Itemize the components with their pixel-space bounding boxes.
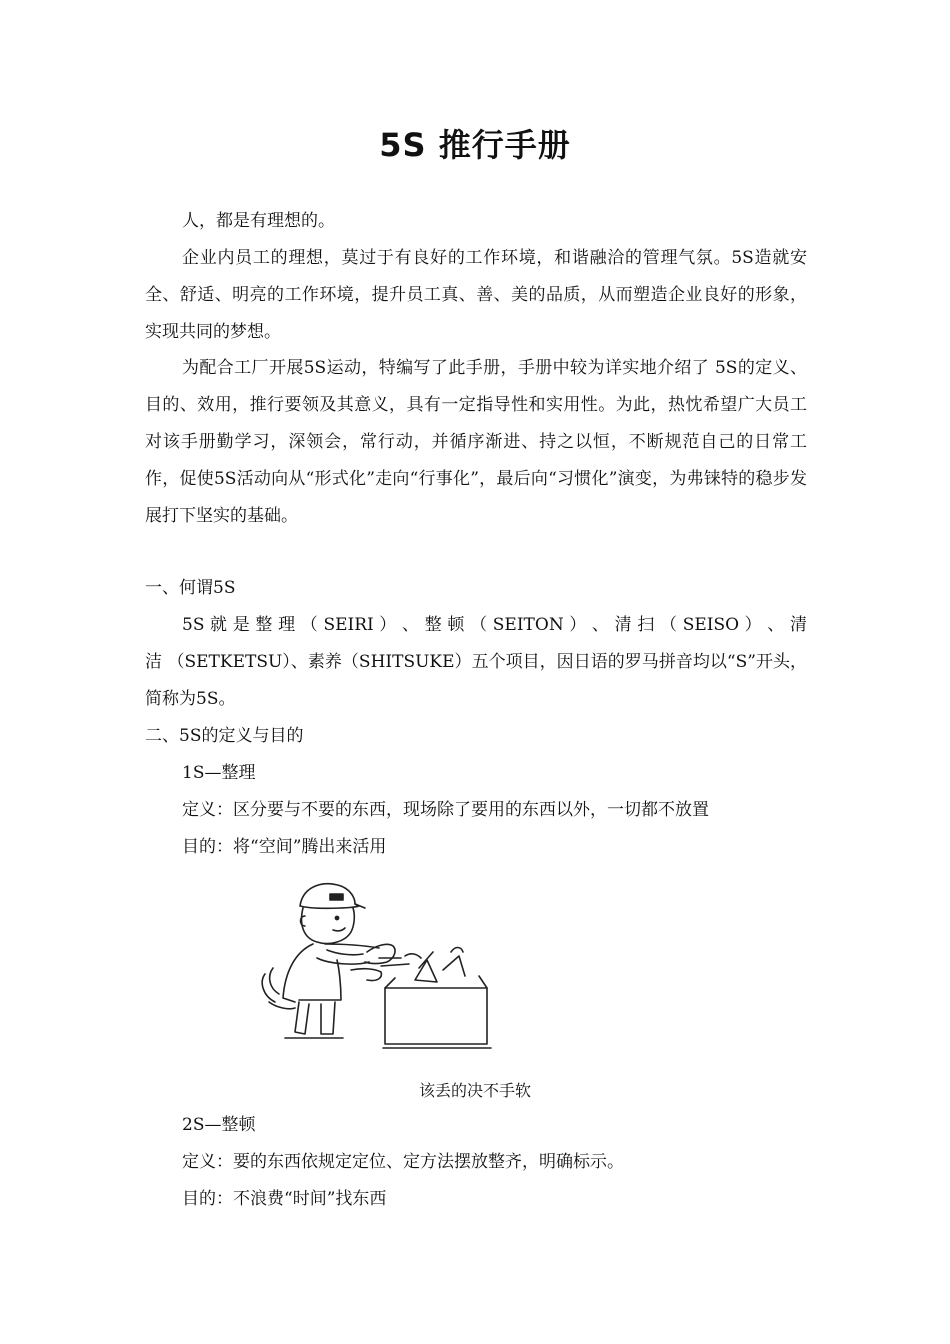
worker-discarding-illustration	[255, 872, 500, 1052]
figure-caption: 该丢的决不手软	[418, 1081, 531, 1100]
purpose-1s: 目的：将“空间”腾出来活用	[182, 837, 387, 857]
subsection-label-2s: 2S—整顿	[182, 1115, 256, 1135]
definition-1s: 定义：区分要与不要的东西，现场除了要用的东西以外，一切都不放置	[182, 800, 709, 820]
document-title: 5S 推行手册	[379, 126, 571, 164]
section-heading-what-is-5s: 一、何谓5S	[145, 578, 236, 598]
subsection-label-1s: 1S—整理	[182, 763, 256, 783]
definition-2s: 定义：要的东西依规定定位、定方法摆放整齐，明确标示。	[182, 1152, 624, 1172]
purpose-2s: 目的：不浪费“时间”找东西	[182, 1189, 387, 1209]
intro-paragraph-2: 企业内员工的理想，莫过于有良好的工作环境，和谐融洽的管理气氛。5S造就安全、舒适、明亮的工作环境，提升员工真、善、美的品质，从而塑造企业良好的形象，实现共同的梦想。	[145, 248, 807, 342]
intro-paragraph-3: 为配合工厂开展5S运动，特编写了此手册，手册中较为详实地介绍了 5S的定义、目的、效用，推行要领及其意义，具有一定指导性和实用性。为此，热忱希望广大员工对该手册勤学习，深领会，常行动，并循序渐进、持之以恒，不断规范自己的日常工作，促使5S活动向从“形式化”走向“行事化”，最后向“习惯化”演变，为弗铼特的稳步发展打下坚实的基础。	[145, 358, 807, 526]
section-heading-definitions: 二、5S的定义与目的	[145, 726, 304, 746]
section-body-what-is-5s: 5S 就 是 整 理 （ SEIRI ） 、 整 顿 （ SEITON ） 、 清 扫 （ SEISO ） 、 清 洁 （SETKETSU）、素养（SHITSUKE）五个项目，因日语的罗马拼音均以“S”开头，简称为5S。	[145, 615, 807, 709]
intro-paragraph-1: 人，都是有理想的。	[182, 211, 335, 231]
